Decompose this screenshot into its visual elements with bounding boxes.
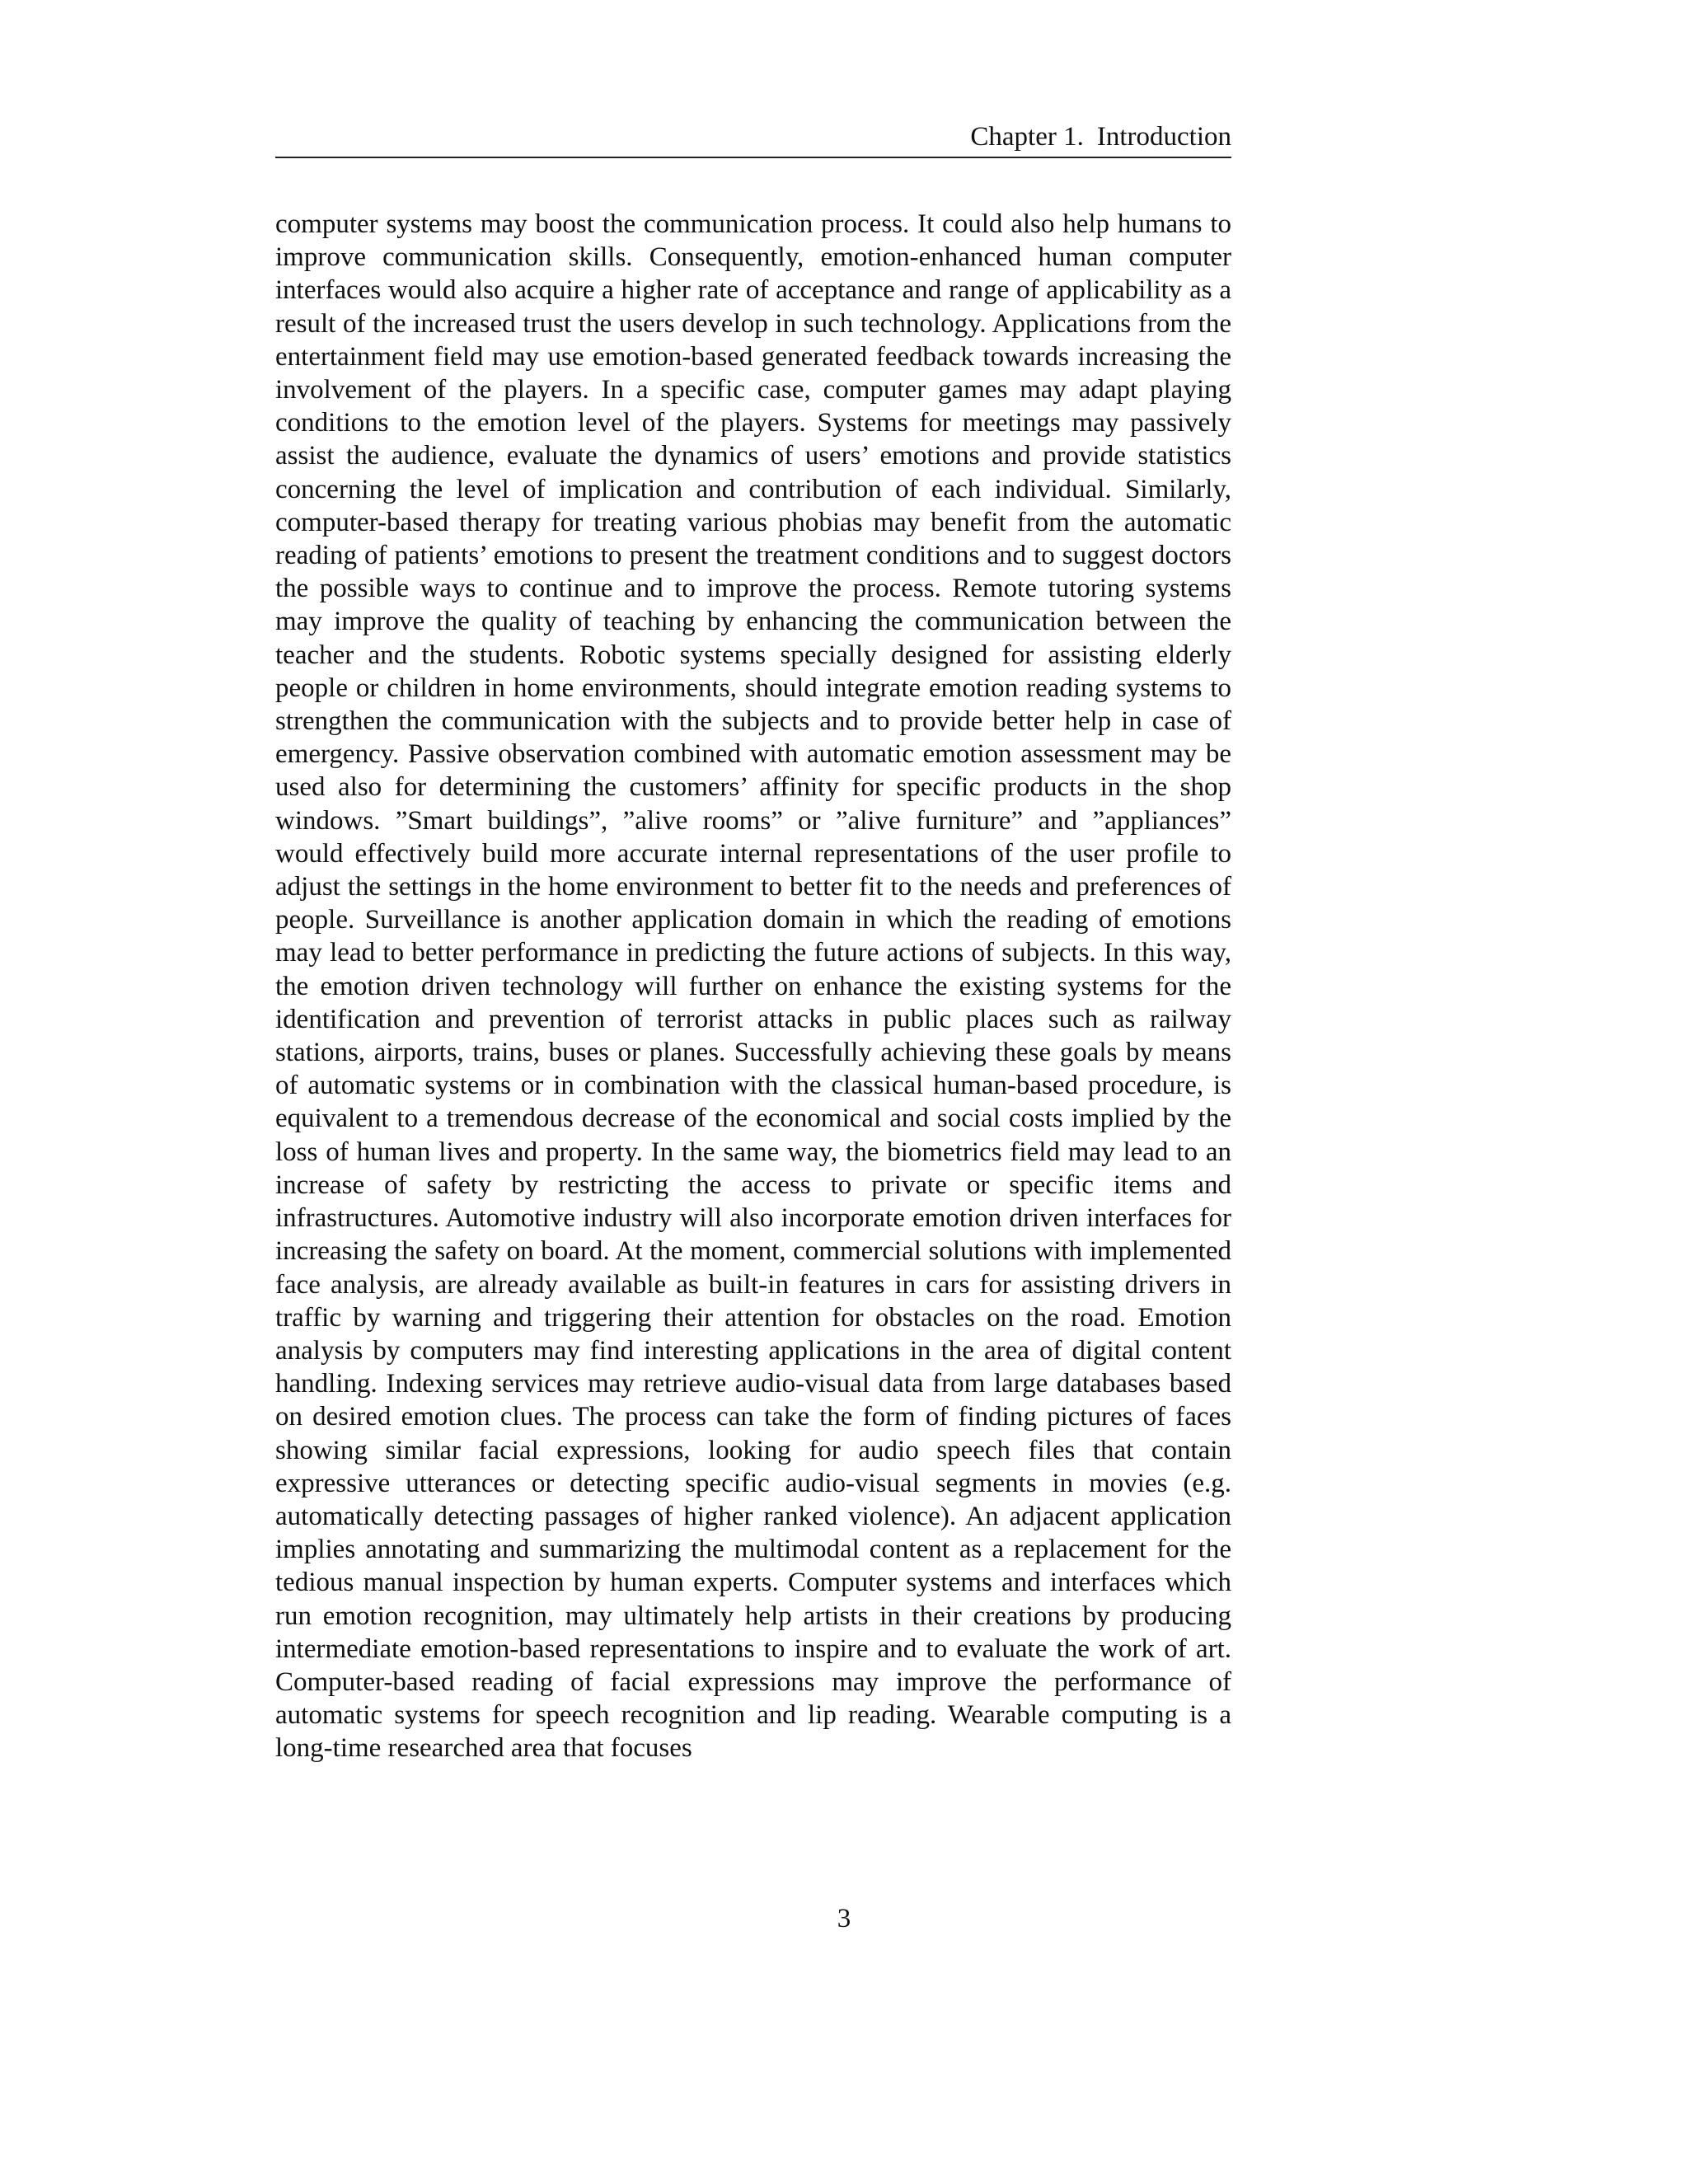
header-chapter-number: Chapter 1.: [970, 122, 1084, 152]
page-number: 3: [837, 1904, 851, 1933]
running-header: [275, 120, 1231, 158]
body-paragraph: computer systems may boost the communication process. It could also help humans to improve communication skills. Consequently, emotion-enhanced human computer interfaces would also acquire a higher rate of acceptance and range of applicability as a result of the increased trust the users develop in such technology. Applications from the entertainment field may use emotion-based generated feedback towards increasing the involvement of the players. In a specific case, computer games may adapt playing conditions to the emotion level of the players. Systems for meetings may passively assist the audience, evaluate the dynamics of users’ emotions and provide statistics concerning the level of implication and contribution of each individual. Similarly, computer-based therapy for treating various phobias may benefit from the automatic reading of patients’ emotions to present the treatment conditions and to suggest doctors the possible ways to continue and to improve the process. Remote tutoring systems may improve the quality of teaching by enhancing the communication between the teacher and the students. Robotic systems specially designed for assisting elderly people or children in home environments, should integrate emotion reading systems to strengthen the communication with the subjects and to provide better help in case of emergency. Passive observation combined with automatic emotion assessment may be used also for determining the customers’ affinity for specific products in the shop windows. ”Smart buildings”, ”alive rooms” or ”alive furniture” and ”appliances” would effectively build more accurate internal representations of the user profile to adjust the settings in the home environment to better fit to the needs and preferences of people. Surveillance is another application domain in which the reading of emotions may lead to better performance in predicting the future actions of subjects. In this way, the emotion driven technology will further on enhance the existing systems for the identification and prevention of terrorist attacks in public places such as railway stations, airports, trains, buses or planes. Successfully achieving these goals by means of automatic systems or in combination with the classical human-based procedure, is equivalent to a tremendous decrease of the economical and social costs implied by the loss of human lives and property. In the same way, the biometrics field may lead to an increase of safety by restricting the access to private or specific items and infrastructures. Automotive industry will also incorporate emotion driven interfaces for increasing the safety on board. At the moment, commercial solutions with implemented face analysis, are already available as built-in features in cars for assisting drivers in traffic by warning and triggering their attention for obstacles on the road. Emotion analysis by computers may find interesting applications in the area of digital content handling. Indexing services may retrieve audio-visual data from large databases based on desired emotion clues. The process can take the form of finding pictures of faces showing similar facial expressions, looking for audio speech files that contain expressive utterances or detecting specific audio-visual segments in movies (e.g. automatically detecting passages of higher ranked violence). An adjacent application implies annotating and summarizing the multimodal content as a replacement for the tedious manual inspection by human experts. Computer systems and interfaces which run emotion recognition, may ultimately help artists in their creations by producing intermediate emotion-based representations to inspire and to evaluate the work of art. Computer-based reading of facial expressions may improve the performance of automatic systems for speech recognition and lip reading. Wearable computing is a long-time researched area that focuses: [275, 209, 1231, 1764]
header-chapter-title: Introduction: [1096, 122, 1231, 152]
